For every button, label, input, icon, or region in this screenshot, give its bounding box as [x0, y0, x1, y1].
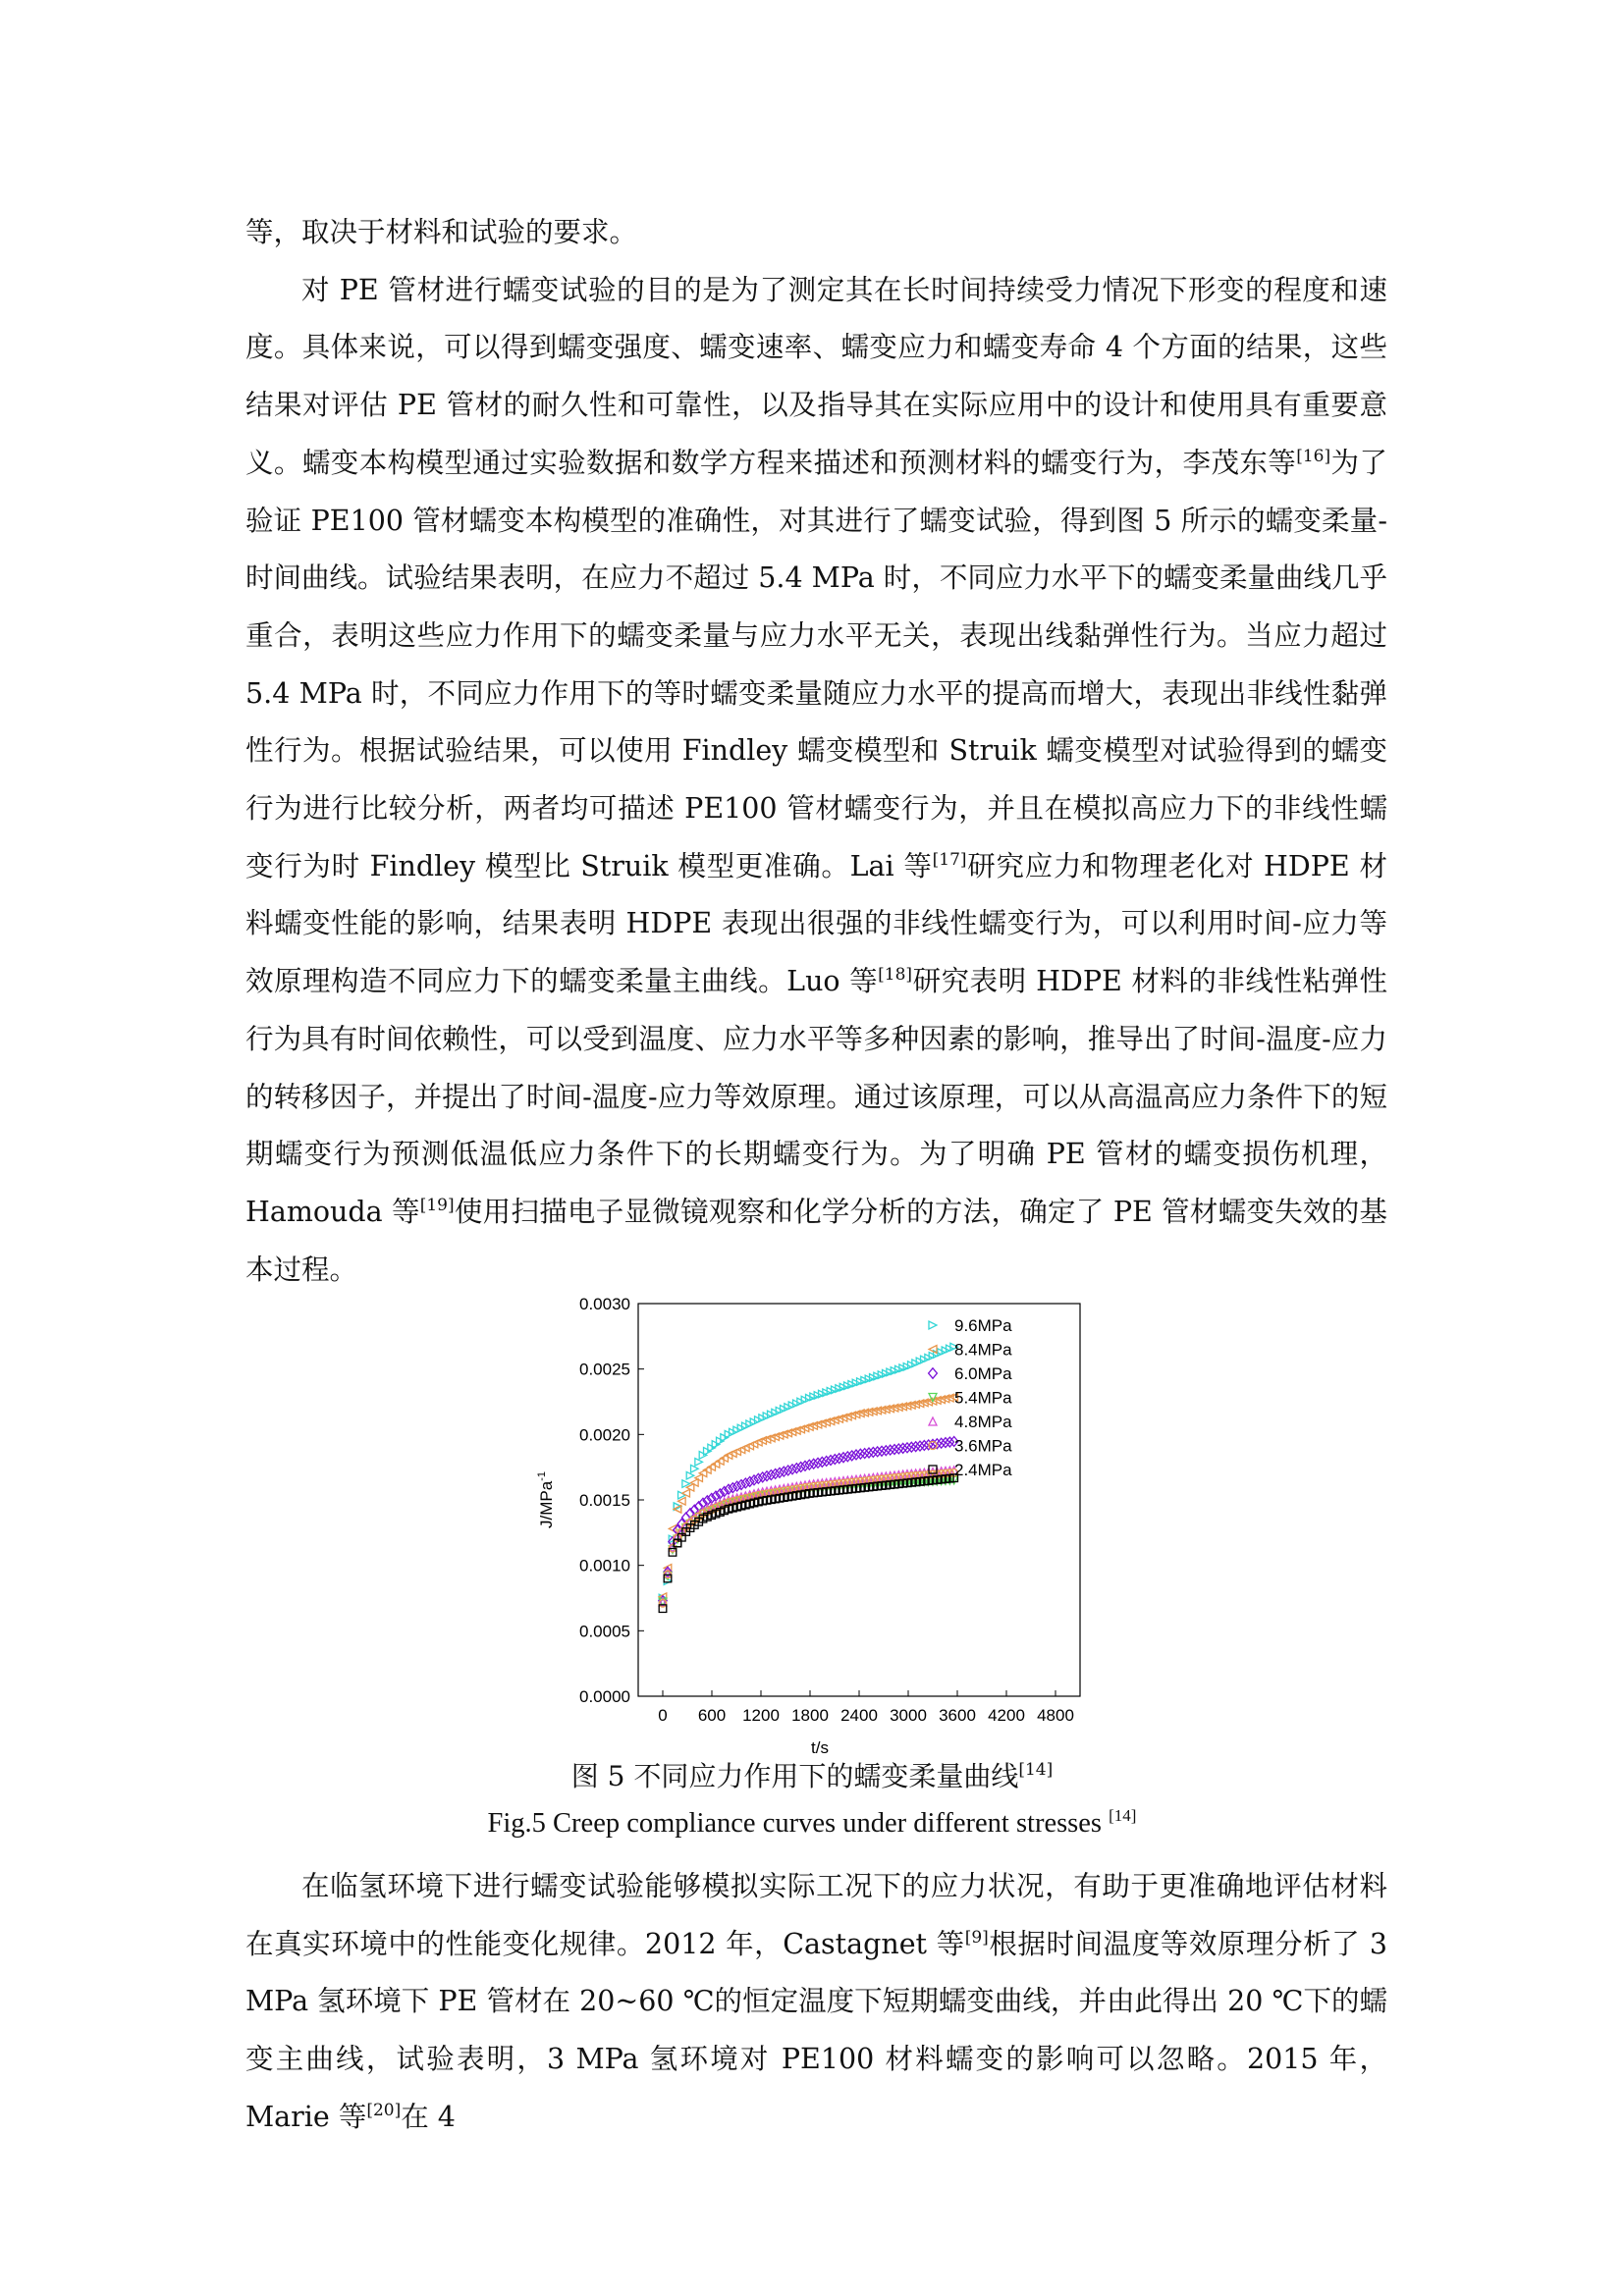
- data-point: [745, 1476, 753, 1486]
- legend-label: 5.4MPa: [954, 1388, 1012, 1408]
- y-tick-label: 0.0030: [579, 1295, 630, 1313]
- figure-caption-cn: [0, 1760, 1624, 1793]
- citation-19: [19]: [419, 1195, 455, 1215]
- data-point: [674, 1506, 681, 1514]
- y-tick-label: 0.0005: [579, 1622, 630, 1641]
- creep-compliance-chart: [530, 1294, 1100, 1755]
- text-segment: 使用扫描电子显微镜观察和化学分析的方法，确定了 PE 管材蠕变失效的基本过程。: [245, 1195, 1387, 1286]
- data-point: [732, 1481, 740, 1491]
- x-tick-label: 3000: [890, 1706, 927, 1725]
- data-point: [741, 1478, 749, 1488]
- y-axis-label-superscript: -1: [536, 1471, 548, 1481]
- x-tick-label: 4200: [988, 1706, 1025, 1725]
- figure-5: [530, 1294, 1100, 1759]
- x-tick-label: 4800: [1037, 1706, 1074, 1725]
- x-tick-label: 2400: [840, 1706, 878, 1725]
- legend-label: 6.0MPa: [954, 1364, 1012, 1383]
- caption-en-citation: [14]: [1109, 1806, 1137, 1825]
- data-point: [929, 1417, 937, 1425]
- y-tick-label: 0.0025: [579, 1360, 630, 1379]
- x-axis-label: t/s: [811, 1738, 829, 1755]
- citation-9: [9]: [964, 1927, 989, 1948]
- data-point: [750, 1475, 758, 1485]
- caption-cn-text: 图 5 不同应力作用下的蠕变柔量曲线: [570, 1760, 1019, 1792]
- citation-17: [17]: [932, 849, 967, 870]
- y-tick-label: 0.0015: [579, 1491, 630, 1510]
- citation-18: [18]: [878, 965, 913, 986]
- x-tick-label: 3600: [939, 1706, 976, 1725]
- legend-label: 3.6MPa: [954, 1436, 1012, 1456]
- legend-label: 9.6MPa: [954, 1316, 1012, 1335]
- x-tick-label: 600: [697, 1706, 727, 1725]
- data-point: [729, 1483, 736, 1493]
- paragraph-creep-test: [245, 262, 1387, 1300]
- data-point: [725, 1484, 732, 1494]
- text-segment: 对 PE 管材进行蠕变试验的目的是为了测定其在长时间持续受力情况下形变的程度和速度。具体来说，可以得到蠕变强度、蠕变速率、蠕变应力和蠕变寿命 4 个方面的结果，这些结果对评估 PE 管材的耐久性和可靠性，以及指导其在实际应用中的设计和使用具有重要意义。蠕变本构模型通过实验数据和数学方程来描述和预测材料的蠕变行为，李茂东等: [245, 273, 1387, 479]
- text-segment: 在临氢环境下进行蠕变试验能够模拟实际工况下的应力状况，有助于更准确地评估材料在真实环境中的性能变化规律。2012 年，Castagnet 等: [245, 1870, 1387, 1960]
- series-2-4MPa: [659, 1474, 957, 1613]
- caption-en-text: Fig.5 Creep compliance curves under different stresses: [487, 1808, 1110, 1839]
- body-paragraph-2: [245, 1858, 1387, 2147]
- y-tick-label: 0.0000: [579, 1687, 630, 1706]
- y-axis-label: J/MPa$^{-1}$: [536, 1471, 556, 1528]
- data-point: [754, 1473, 762, 1483]
- text-segment: 研究应力和物理老化对 HDPE 材料蠕变性能的影响，结果表明 HDPE 表现出很强的非线性蠕变行为，可以利用时间-应力等效原理构造不同应力下的蠕变柔量主曲线。Luo 等: [245, 849, 1387, 998]
- citation-20: [20]: [366, 2100, 402, 2120]
- y-tick-label: 0.0010: [579, 1556, 630, 1575]
- paragraph-lead: 等，取决于材料和试验的要求。: [245, 216, 638, 248]
- citation-16: [16]: [1296, 446, 1331, 466]
- paragraph-hydrogen-creep: [245, 1858, 1387, 2147]
- data-point: [929, 1368, 938, 1378]
- y-tick-label: 0.0020: [579, 1425, 630, 1445]
- data-point: [929, 1321, 937, 1329]
- legend-label: 4.8MPa: [954, 1413, 1012, 1431]
- x-tick-label: 0: [658, 1706, 668, 1725]
- legend-label: 8.4MPa: [954, 1340, 1012, 1360]
- x-tick-label: 1800: [791, 1706, 829, 1725]
- text-segment: 研究表明 HDPE 材料的非线性粘弹性行为具有时间依赖性，可以受到温度、应力水平等多种因素的影响，推导出了时间-温度-应力的转移因子，并提出了时间-温度-应力等效原理。通过该原理，可以从高温高应力条件下的短期蠕变行为预测低温低应力条件下的长期蠕变行为。为了明确 PE 管材的蠕变损伤机理，Hamouda 等: [245, 965, 1387, 1228]
- legend-label: 2.4MPa: [954, 1461, 1012, 1479]
- text-segment: 在 4: [401, 2100, 456, 2133]
- body-paragraph-1: [245, 204, 1387, 1299]
- data-point: [737, 1480, 745, 1490]
- text-segment: 根据时间温度等效原理分析了 3 MPa 氢环境下 PE 管材在 20~60 ℃的恒定温度下短期蠕变曲线，并由此得出 20 ℃下的蠕变主曲线，试验表明，3 MPa 氢环境对 PE100 材料蠕变的影响可以忽略。2015 年，Marie 等: [245, 1927, 1387, 2133]
- x-tick-label: 1200: [742, 1706, 780, 1725]
- figure-caption-en: [0, 1807, 1624, 1841]
- caption-cn-citation: [14]: [1018, 1760, 1054, 1780]
- text-segment: 为了验证 PE100 管材蠕变本构模型的准确性，对其进行了蠕变试验，得到图 5 所示的蠕变柔量-时间曲线。试验结果表明，在应力不超过 5.4 MPa 时，不同应力水平下的蠕变柔量曲线几乎重合，表明这些应力作用下的蠕变柔量与应力水平无关，表现出线黏弹性行为。当应力超过 5.4 MPa 时，不同应力作用下的等时蠕变柔量随应力水平的提高而增大，表现出非线性黏弹性行为。根据试验结果，可以使用 Findley 蠕变模型和 Struik 蠕变模型对试验得到的蠕变行为进行比较分析，两者均可描述 PE100 管材蠕变行为，并且在模拟高应力下的非线性蠕变行为时 Findley 模型比 Struik 模型更准确。Lai 等: [245, 446, 1387, 882]
